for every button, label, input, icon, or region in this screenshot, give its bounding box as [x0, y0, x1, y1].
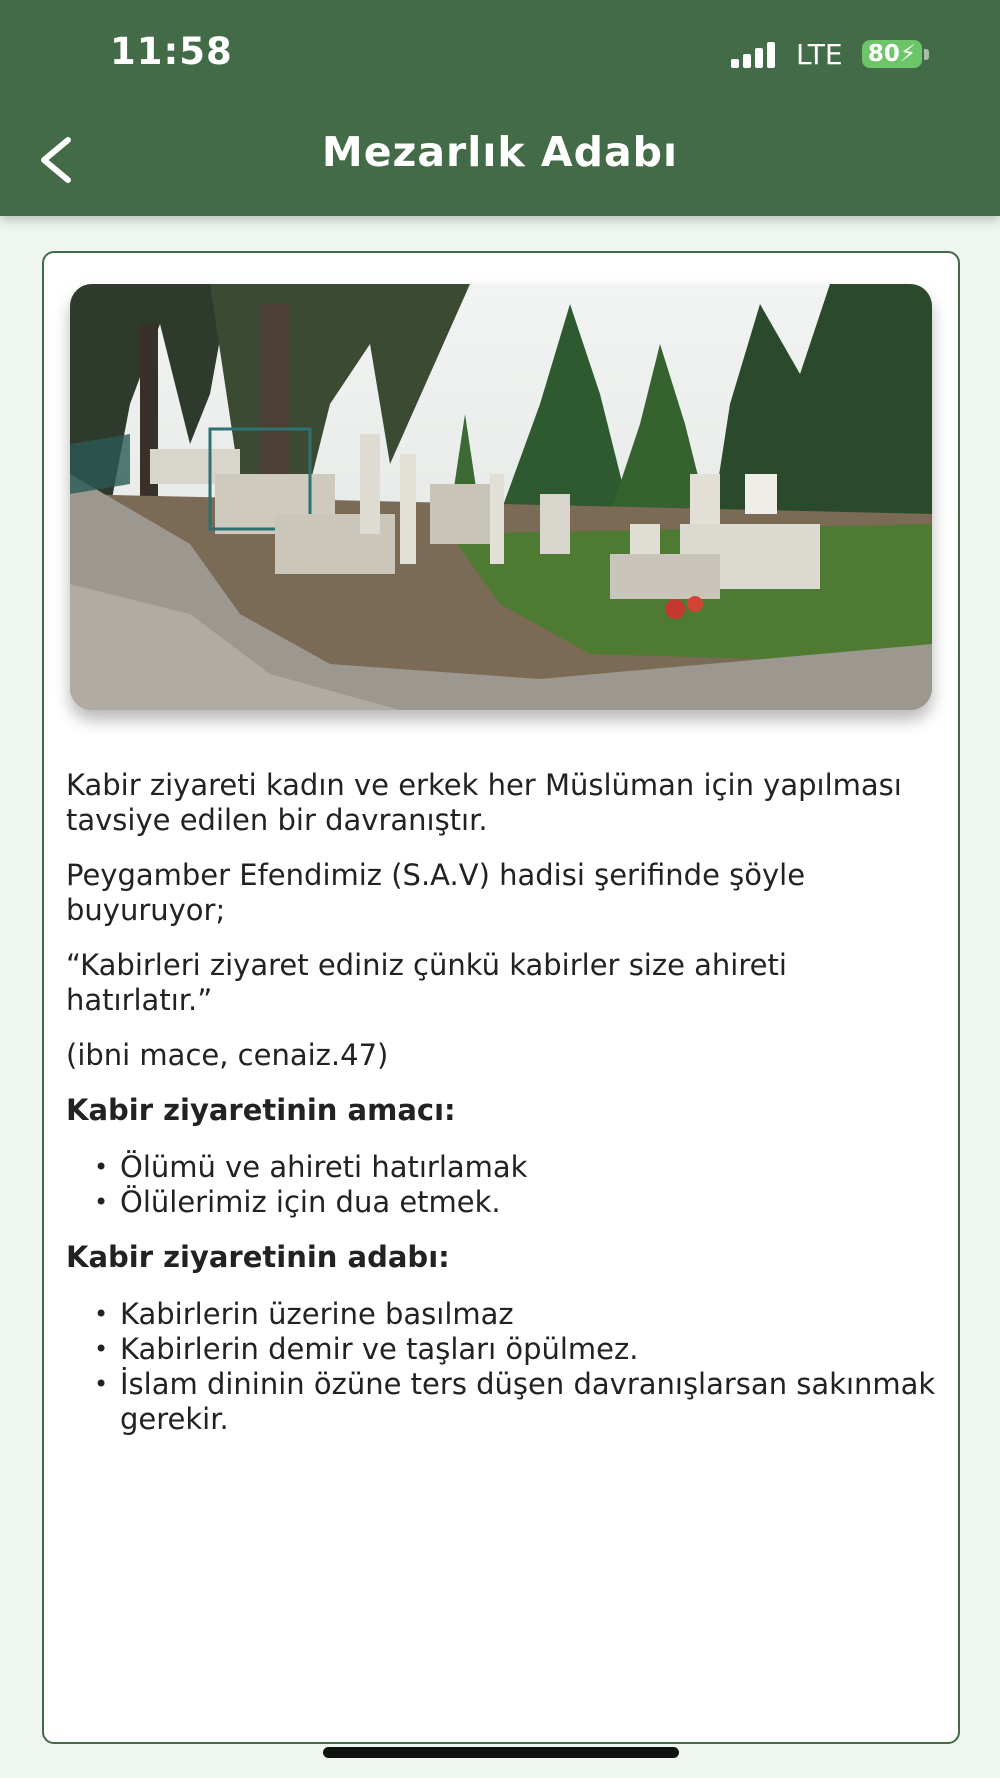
hadith-intro: Peygamber Efendimiz (S.A.V) hadisi şerifinde şöyle buyuruyor; [66, 858, 806, 927]
battery-level: 80 [867, 41, 900, 67]
content-card [42, 251, 960, 1744]
intro-paragraph: Kabir ziyareti kadın ve erkek her Müslüman için yapılması tavsiye edilen bir davranıştır. [66, 768, 902, 837]
signal-icon [731, 40, 781, 68]
list-item: • Kabirlerin demir ve taşları öpülmez. [66, 1332, 936, 1367]
home-indicator[interactable] [323, 1747, 679, 1758]
article-content [66, 768, 936, 1457]
list-item: • İslam dininin özüne ters düşen davranışlarsan sakınmak gerekir. [66, 1367, 936, 1437]
hadith-quote: “Kabirleri ziyaret ediniz çünkü kabirler size ahireti hatırlatır.” [66, 948, 787, 1017]
cemetery-photo [70, 284, 932, 710]
etiquette-list [66, 1297, 936, 1437]
list-item: • Ölülerimiz için dua etmek. [66, 1185, 936, 1220]
network-type: LTE [796, 38, 843, 71]
page-title: Mezarlık Adabı [321, 128, 679, 176]
etiquette-heading: Kabir ziyaretinin adabı: [66, 1240, 450, 1274]
purpose-list [66, 1150, 936, 1220]
hadith-source: (ibni mace, cenaiz.47) [66, 1038, 389, 1072]
app-header [0, 0, 1000, 216]
list-item: • Kabirlerin üzerine basılmaz [66, 1297, 936, 1332]
status-time: 11:58 [110, 30, 233, 73]
battery-cap [924, 49, 929, 60]
purpose-heading: Kabir ziyaretinin amacı: [66, 1093, 456, 1127]
battery-icon: 80 ⚡ [862, 40, 922, 68]
list-item: • Ölümü ve ahireti hatırlamak [66, 1150, 936, 1185]
